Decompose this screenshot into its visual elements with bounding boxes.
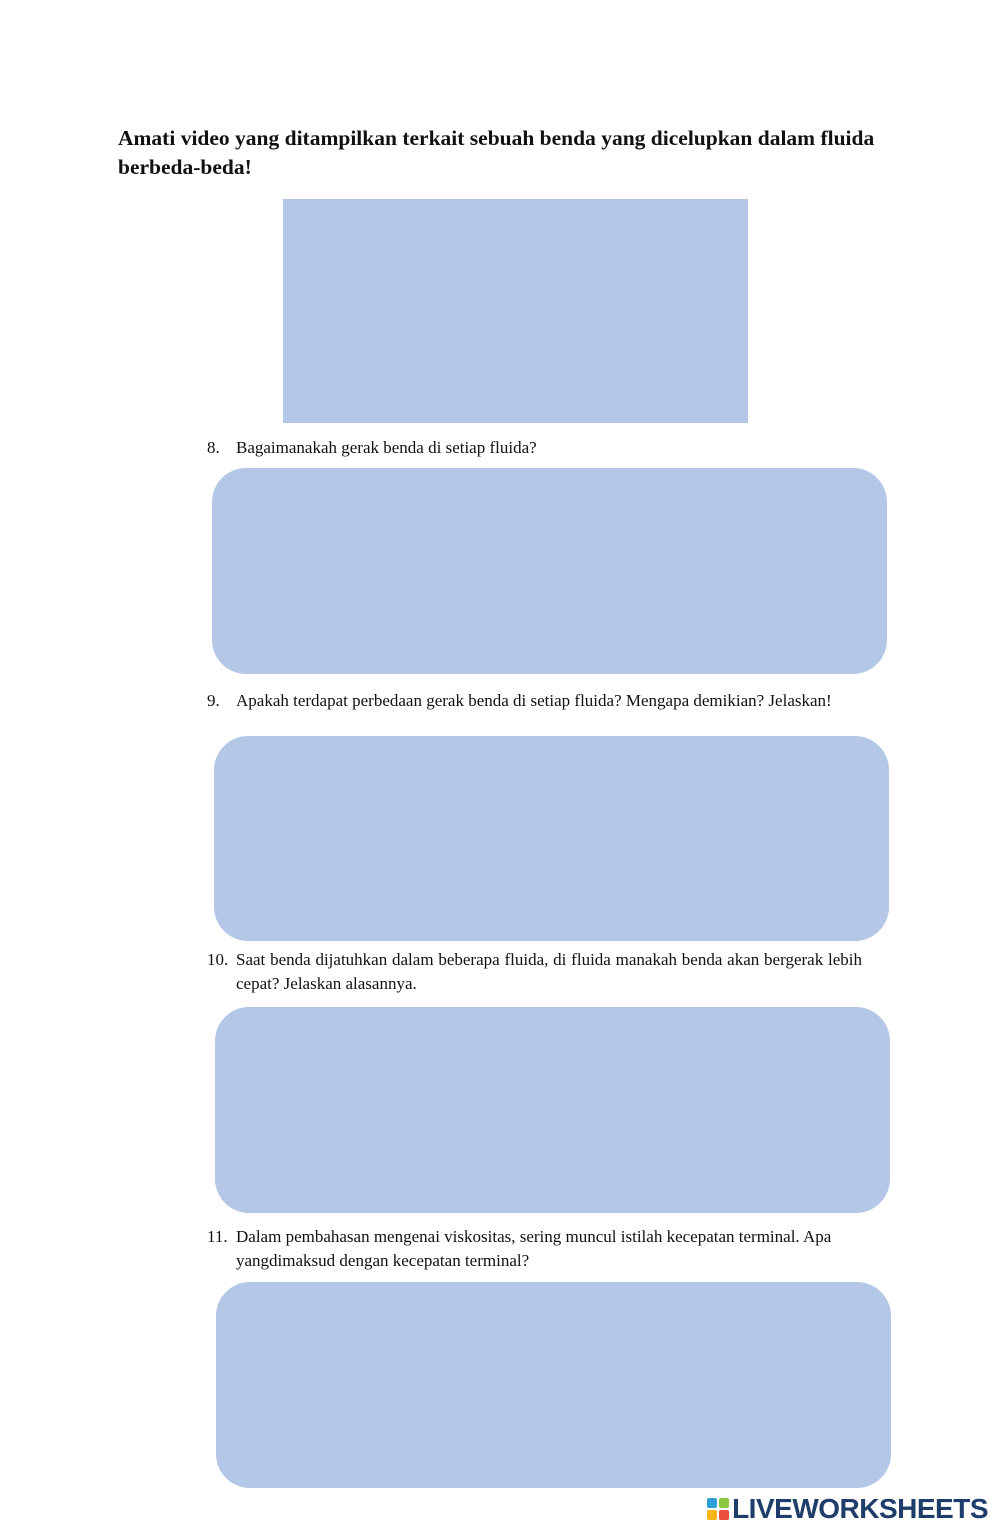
answer-box-11[interactable] [216,1282,891,1488]
question-text: Bagaimanakah gerak benda di setiap fluida? [236,438,537,457]
answer-box-10[interactable] [215,1007,890,1213]
question-text: Saat benda dijatuhkan dalam beberapa fluida, di fluida manakah benda akan bergerak lebih cepat? Jelaskan alasannya. [236,950,862,993]
brand-name: LIVEWORKSHEETS [732,1493,988,1524]
question-text: Apakah terdapat perbedaan gerak benda di setiap fluida? Mengapa demikian? Jelaskan! [236,691,832,710]
question-10 [207,948,862,996]
question-number: 9. [207,691,220,710]
answer-box-9[interactable] [214,736,889,941]
liveworksheets-brand[interactable] [707,1493,988,1525]
instruction-heading: Amati video yang ditampilkan terkait sebuah benda yang dicelupkan dalam fluida berbeda-beda! [118,126,875,179]
question-9 [207,689,862,713]
answer-box-8[interactable] [212,468,887,674]
question-text: Dalam pembahasan mengenai viskositas, sering muncul istilah kecepatan terminal. Apa yangdimaksud dengan kecepatan terminal? [236,1227,832,1270]
question-11 [207,1225,862,1273]
question-number: 11. [207,1227,228,1246]
question-number: 10. [207,950,229,969]
question-8 [207,436,862,460]
video-placeholder[interactable] [283,199,748,423]
liveworksheets-logo-icon [707,1498,729,1520]
question-number: 8. [207,438,220,457]
